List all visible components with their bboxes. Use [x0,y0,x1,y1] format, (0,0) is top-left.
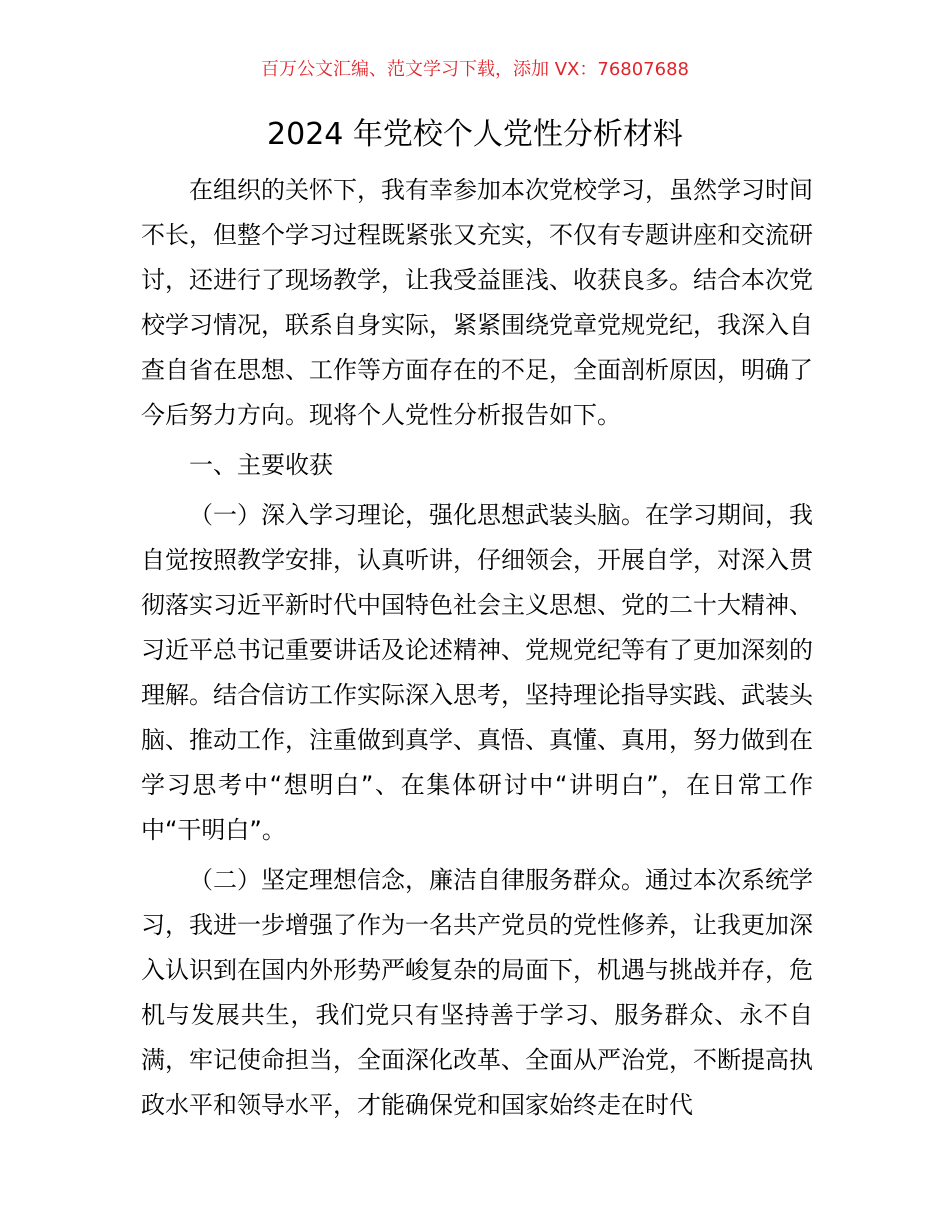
paragraph-theory-study: （一）深入学习理论，强化思想武装头脑。在学习期间，我自觉按照教学安排，认真听讲，仔细领会，开展自学，对深入贯彻落实习近平新时代中国特色社会主义思想、党的二十大精神、习近平总书记重要讲话及论述精神、党规党纪等有了更加深刻的理解。结合信访工作实际深入思考，坚持理论指导实践、武装头脑、推动工作，注重做到真学、真悟、真懂、真用，努力做到在学习思考中“想明白”、在集体研讨中“讲明白”，在日常工作中“干明白”。 [141,501,813,844]
paragraph-ideals-beliefs: （二）坚定理想信念，廉洁自律服务群众。通过本次系统学习，我进一步增强了作为一名共产党员的党性修养，让我更加深入认识到在国内外形势严峻复杂的局面下，机遇与挑战并存，危机与发展共生，我们党只有坚持善于学习、服务群众、永不自满，牢记使命担当，全面深化改革、全面从严治党，不断提高执政水平和领导水平，才能确保党和国家始终走在时代 [141,866,813,1119]
header-watermark-note: 百万公文汇编、范文学习下载，添加 VX：76807688 [261,59,689,80]
section-heading-main-gains: 一、主要收获 [189,451,333,479]
intro-paragraph: 在组织的关怀下，我有幸参加本次党校学习，虽然学习时间不长，但整个学习过程既紧张又充实，不仅有专题讲座和交流研讨，还进行了现场教学，让我受益匪浅、收获良多。结合本次党校学习情况，联系自身实际，紧紧围绕党章党规党纪，我深入自查自省在思想、工作等方面存在的不足，全面剖析原因，明确了今后努力方向。现将个人党性分析报告如下。 [141,176,813,429]
document-body [141,168,813,1128]
document-title: 2024 年党校个人党性分析材料 [267,117,683,152]
